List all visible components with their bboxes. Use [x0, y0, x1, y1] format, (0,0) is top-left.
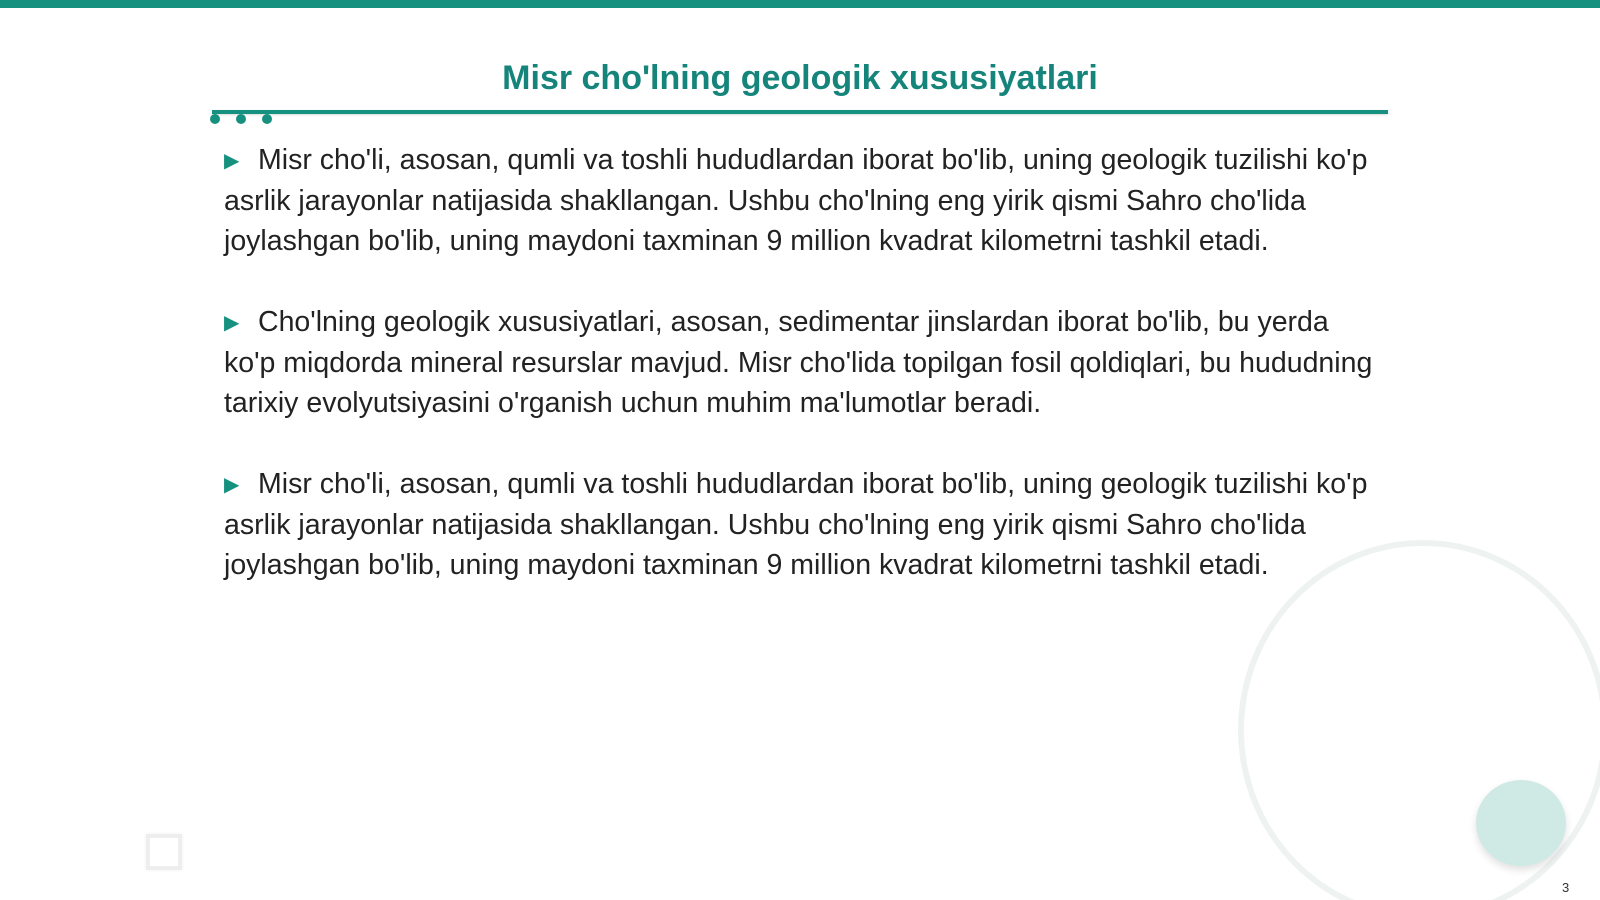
decorative-circle — [1476, 780, 1566, 866]
top-accent-bar — [0, 0, 1600, 8]
underline-dot — [236, 114, 246, 124]
bullet-list — [224, 140, 1374, 626]
bullet-paragraph — [224, 302, 1374, 423]
bullet-text: Cho'lning geologik xususiyatlari, asosan, sedimentar jinslardan iborat bo'lib, bu yerda ko'p miqdorda mineral resurslar mavjud. Misr cho'lida topilgan fosil qoldiqlari, bu hududning tarixiy evolyutsiyasini o'rganish uchun muhim ma'lumotlar beradi. — [224, 306, 1373, 419]
bullet-arrow-icon: ▶ — [224, 474, 240, 496]
decorative-square — [146, 834, 182, 870]
bullet-arrow-icon: ▶ — [224, 150, 240, 172]
bullet-paragraph — [224, 140, 1374, 261]
page-number: 3 — [1562, 880, 1570, 895]
bullet-text: Misr cho'li, asosan, qumli va toshli hududlardan iborat bo'lib, uning geologik tuzilishi ko'p asrlik jarayonlar natijasida shakllangan. Ushbu cho'lning eng yirik qismi Sahro cho'lida joylashgan bo'lib, uning maydoni taxminan 9 million kvadrat kilometrni tashkil etadi. — [224, 468, 1368, 581]
slide-title: Misr cho'lning geologik xususiyatlari — [502, 59, 1098, 97]
bullet-paragraph — [224, 464, 1374, 585]
underline-dot — [210, 114, 220, 124]
title-underline — [212, 110, 1388, 114]
underline-dot — [262, 114, 272, 124]
bullet-arrow-icon: ▶ — [224, 312, 240, 334]
bullet-text: Misr cho'li, asosan, qumli va toshli hududlardan iborat bo'lib, uning geologik tuzilishi ko'p asrlik jarayonlar natijasida shakllangan. Ushbu cho'lning eng yirik qismi Sahro cho'lida joylashgan bo'lib, uning maydoni taxminan 9 million kvadrat kilometrni tashkil etadi. — [224, 144, 1368, 257]
